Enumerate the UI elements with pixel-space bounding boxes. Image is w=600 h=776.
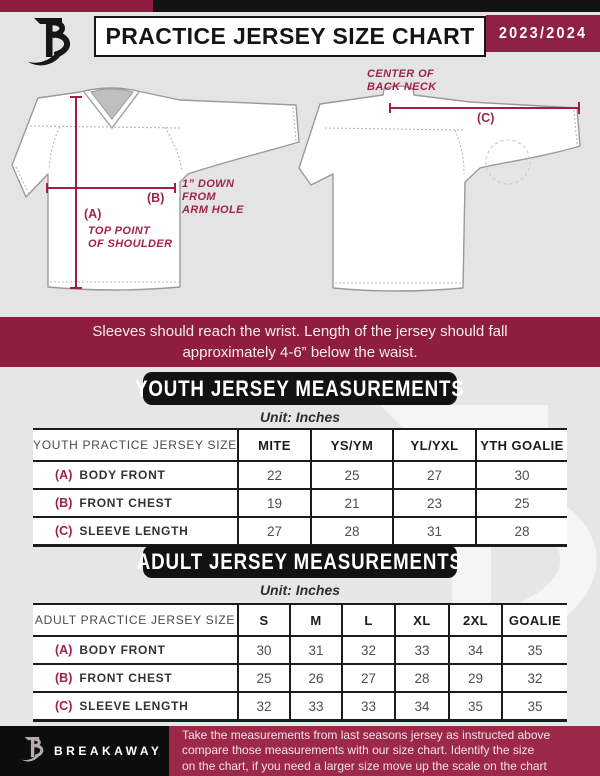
cell-value: 22: [237, 462, 310, 488]
adult-col-xl: XL: [394, 605, 448, 635]
top-strip-maroon: [0, 0, 153, 12]
youth-heading: YOUTH JERSEY MEASUREMENTS: [135, 375, 465, 401]
notice-line-1: Sleeves should reach the wrist. Length of the jersey should fall: [92, 322, 508, 340]
cell-value: 31: [289, 637, 341, 663]
adult-col-goalie: GOALIE: [501, 605, 567, 635]
label-c: (C): [477, 111, 495, 125]
sleeve-notice-banner: [0, 317, 600, 367]
row-key: (C): [55, 524, 73, 538]
cell-value: 23: [392, 490, 475, 516]
cell-value: 30: [237, 637, 289, 663]
adult-table: [33, 603, 567, 722]
season-badge: [486, 15, 600, 52]
footer-note-line-2: compare those measurements with our size chart. Identify the size: [182, 743, 535, 758]
cell-value: 34: [394, 693, 448, 719]
table-row: [33, 462, 567, 490]
season-label: 2023/2024: [498, 24, 588, 42]
youth-header-row: [33, 428, 567, 462]
youth-col-goalie: YTH GOALIE: [475, 430, 567, 460]
adult-size-header: ADULT PRACTICE JERSEY SIZE: [33, 605, 237, 635]
youth-table: [33, 428, 567, 547]
footer-note-box: [169, 726, 600, 776]
row-label: FRONT CHEST: [79, 496, 173, 510]
footer: [0, 726, 600, 776]
adult-col-m: M: [289, 605, 341, 635]
table-row: [33, 518, 567, 547]
row-key: (A): [55, 468, 73, 482]
cell-value: 27: [392, 462, 475, 488]
cell-value: 27: [237, 518, 310, 544]
center-back-neck-note: CENTER OF BACK NECK: [367, 68, 437, 93]
cell-value: 30: [475, 462, 567, 488]
cell-value: 19: [237, 490, 310, 516]
footer-note-line-1: Take the measurements from last seasons jersey as instructed above: [182, 727, 551, 742]
youth-col-ylyxl: YL/YXL: [392, 430, 475, 460]
row-label: SLEEVE LENGTH: [79, 524, 189, 538]
arm-hole-note: 1” DOWN FROM ARM HOLE: [182, 178, 244, 216]
cell-value: 33: [394, 637, 448, 663]
adult-header-row: [33, 603, 567, 637]
row-key: (B): [55, 496, 73, 510]
cell-value: 33: [289, 693, 341, 719]
breakaway-logo-icon: [24, 16, 76, 76]
cell-value: 34: [448, 637, 501, 663]
adult-col-2xl: 2XL: [448, 605, 501, 635]
top-strip-black: [153, 0, 600, 12]
row-key: (A): [55, 643, 73, 657]
cell-value: 32: [341, 637, 394, 663]
cell-value: 21: [310, 490, 392, 516]
cell-value: 28: [475, 518, 567, 544]
brand-name: BREAKAWAY: [54, 744, 163, 758]
youth-col-ysym: YS/YM: [310, 430, 392, 460]
adult-col-s: S: [237, 605, 289, 635]
jersey-diagram: [0, 62, 600, 317]
adult-heading-pill: [136, 545, 464, 578]
row-label: BODY FRONT: [79, 643, 166, 657]
cell-value: 35: [501, 693, 567, 719]
label-b: (B): [147, 191, 165, 205]
adult-unit-label: Unit: Inches: [259, 582, 341, 598]
breakaway-logo-icon: [20, 736, 46, 767]
row-label: FRONT CHEST: [79, 671, 173, 685]
measurements-section: [0, 367, 600, 726]
row-label: SLEEVE LENGTH: [79, 699, 189, 713]
header: [0, 12, 600, 62]
cell-value: 25: [310, 462, 392, 488]
youth-col-mite: MITE: [237, 430, 310, 460]
top-strip: [0, 0, 600, 12]
back-jersey-outline: [299, 86, 580, 291]
footer-brand-box: [0, 726, 169, 776]
label-a: (A): [84, 207, 102, 221]
cell-value: 29: [448, 665, 501, 691]
cell-value: 28: [310, 518, 392, 544]
cell-value: 32: [501, 665, 567, 691]
page-title: PRACTICE JERSEY SIZE CHART: [105, 23, 475, 49]
adult-col-l: L: [341, 605, 394, 635]
youth-heading-pill: [135, 372, 465, 405]
cell-value: 28: [394, 665, 448, 691]
row-key: (B): [55, 671, 73, 685]
cell-value: 26: [289, 665, 341, 691]
adult-heading: ADULT JERSEY MEASUREMENTS: [136, 548, 464, 574]
cell-value: 25: [475, 490, 567, 516]
cell-value: 25: [237, 665, 289, 691]
table-row: [33, 693, 567, 722]
cell-value: 27: [341, 665, 394, 691]
cell-value: 31: [392, 518, 475, 544]
cell-value: 35: [501, 637, 567, 663]
table-row: [33, 490, 567, 518]
jersey-diagram-art: [0, 62, 600, 317]
title-box: [94, 16, 486, 57]
top-point-note: TOP POINT OF SHOULDER: [88, 225, 173, 250]
notice-line-2: approximately 4-6” below the waist.: [182, 344, 418, 361]
youth-unit-label: Unit: Inches: [259, 409, 341, 425]
table-row: [33, 637, 567, 665]
row-label: BODY FRONT: [79, 468, 166, 482]
youth-size-header: YOUTH PRACTICE JERSEY SIZE: [33, 430, 237, 460]
table-row: [33, 665, 567, 693]
footer-note-line-3: on the chart, if you need a larger size move up the scale on the chart: [182, 758, 547, 773]
cell-value: 32: [237, 693, 289, 719]
cell-value: 33: [341, 693, 394, 719]
cell-value: 35: [448, 693, 501, 719]
row-key: (C): [55, 699, 73, 713]
